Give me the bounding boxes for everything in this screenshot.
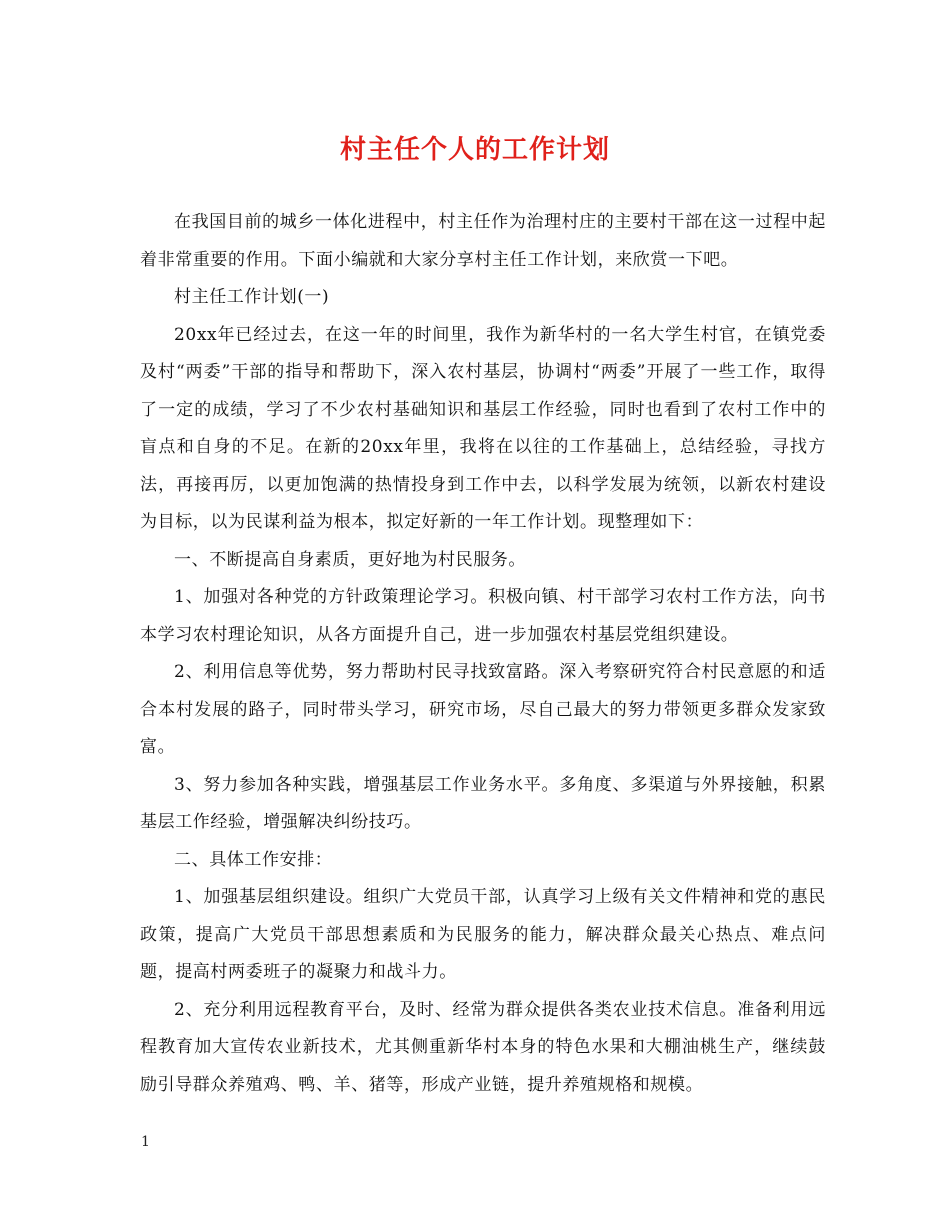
item-organization-building: 1、加强基层组织建设。组织广大党员干部，认真学习上级有关文件精神和党的惠民政策，提高广大党员干部思想素质和为民服务的能力，解决群众最关心热点、难点问题，提高村两委班子的凝聚力和战斗力。 <box>140 887 826 982</box>
document-body <box>140 204 826 1104</box>
item-remote-education: 2、充分利用远程教育平台，及时、经常为群众提供各类农业技术信息。准备利用远程教育加大宣传农业新技术，尤其侧重新华村本身的特色水果和大棚油桃生产，继续鼓励引导群众养殖鸡、鸭、羊、猪等，形成产业链，提升养殖规格和规模。 <box>140 999 826 1095</box>
item-help-villagers: 2、利用信息等优势，努力帮助村民寻找致富路。深入考察研究符合村民意愿的和适合本村发展的路子，同时带头学习，研究市场，尽自己最大的努力带领更多群众发家致富。 <box>140 662 826 757</box>
item-practice: 3、努力参加各种实践，增强基层工作业务水平。多角度、多渠道与外界接触，积累基层工作经验，增强解决纠纷技巧。 <box>140 774 826 832</box>
section-heading-work-arrangement: 二、具体工作安排： <box>174 849 333 870</box>
page-number: 1 <box>141 1134 150 1150</box>
section-heading-plan-one: 村主任工作计划(一) <box>174 287 330 307</box>
intro-paragraph: 在我国目前的城乡一体化进程中，村主任作为治理村庄的主要村干部在这一过程中起着非常重要的作用。下面小编就和大家分享村主任工作计划，来欣赏一下吧。 <box>140 212 826 270</box>
section-heading-self-improvement: 一、不断提高自身素质，更好地为村民服务。 <box>174 549 526 570</box>
summary-paragraph: 20xx年已经过去，在这一年的时间里，我作为新华村的一名大学生村官，在镇党委及村“两委”干部的指导和帮助下，深入农村基层，协调村“两委”开展了一些工作，取得了一定的成绩，学习了不少农村基础知识和基层工作经验，同时也看到了农村工作中的盲点和自身的不足。在新的20xx年里，我将在以往的工作基础上，总结经验，寻找方法，再接再厉，以更加饱满的热情投身到工作中去，以科学发展为统领，以新农村建设为目标，以为民谋利益为根本，拟定好新的一年工作计划。现整理如下： <box>140 324 826 532</box>
document-title: 村主任个人的工作计划 <box>339 135 610 165</box>
item-policy-study: 1、加强对各种党的方针政策理论学习。积极向镇、村干部学习农村工作方法，向书本学习农村理论知识，从各方面提升自己，进一步加强农村基层党组织建设。 <box>140 587 826 645</box>
